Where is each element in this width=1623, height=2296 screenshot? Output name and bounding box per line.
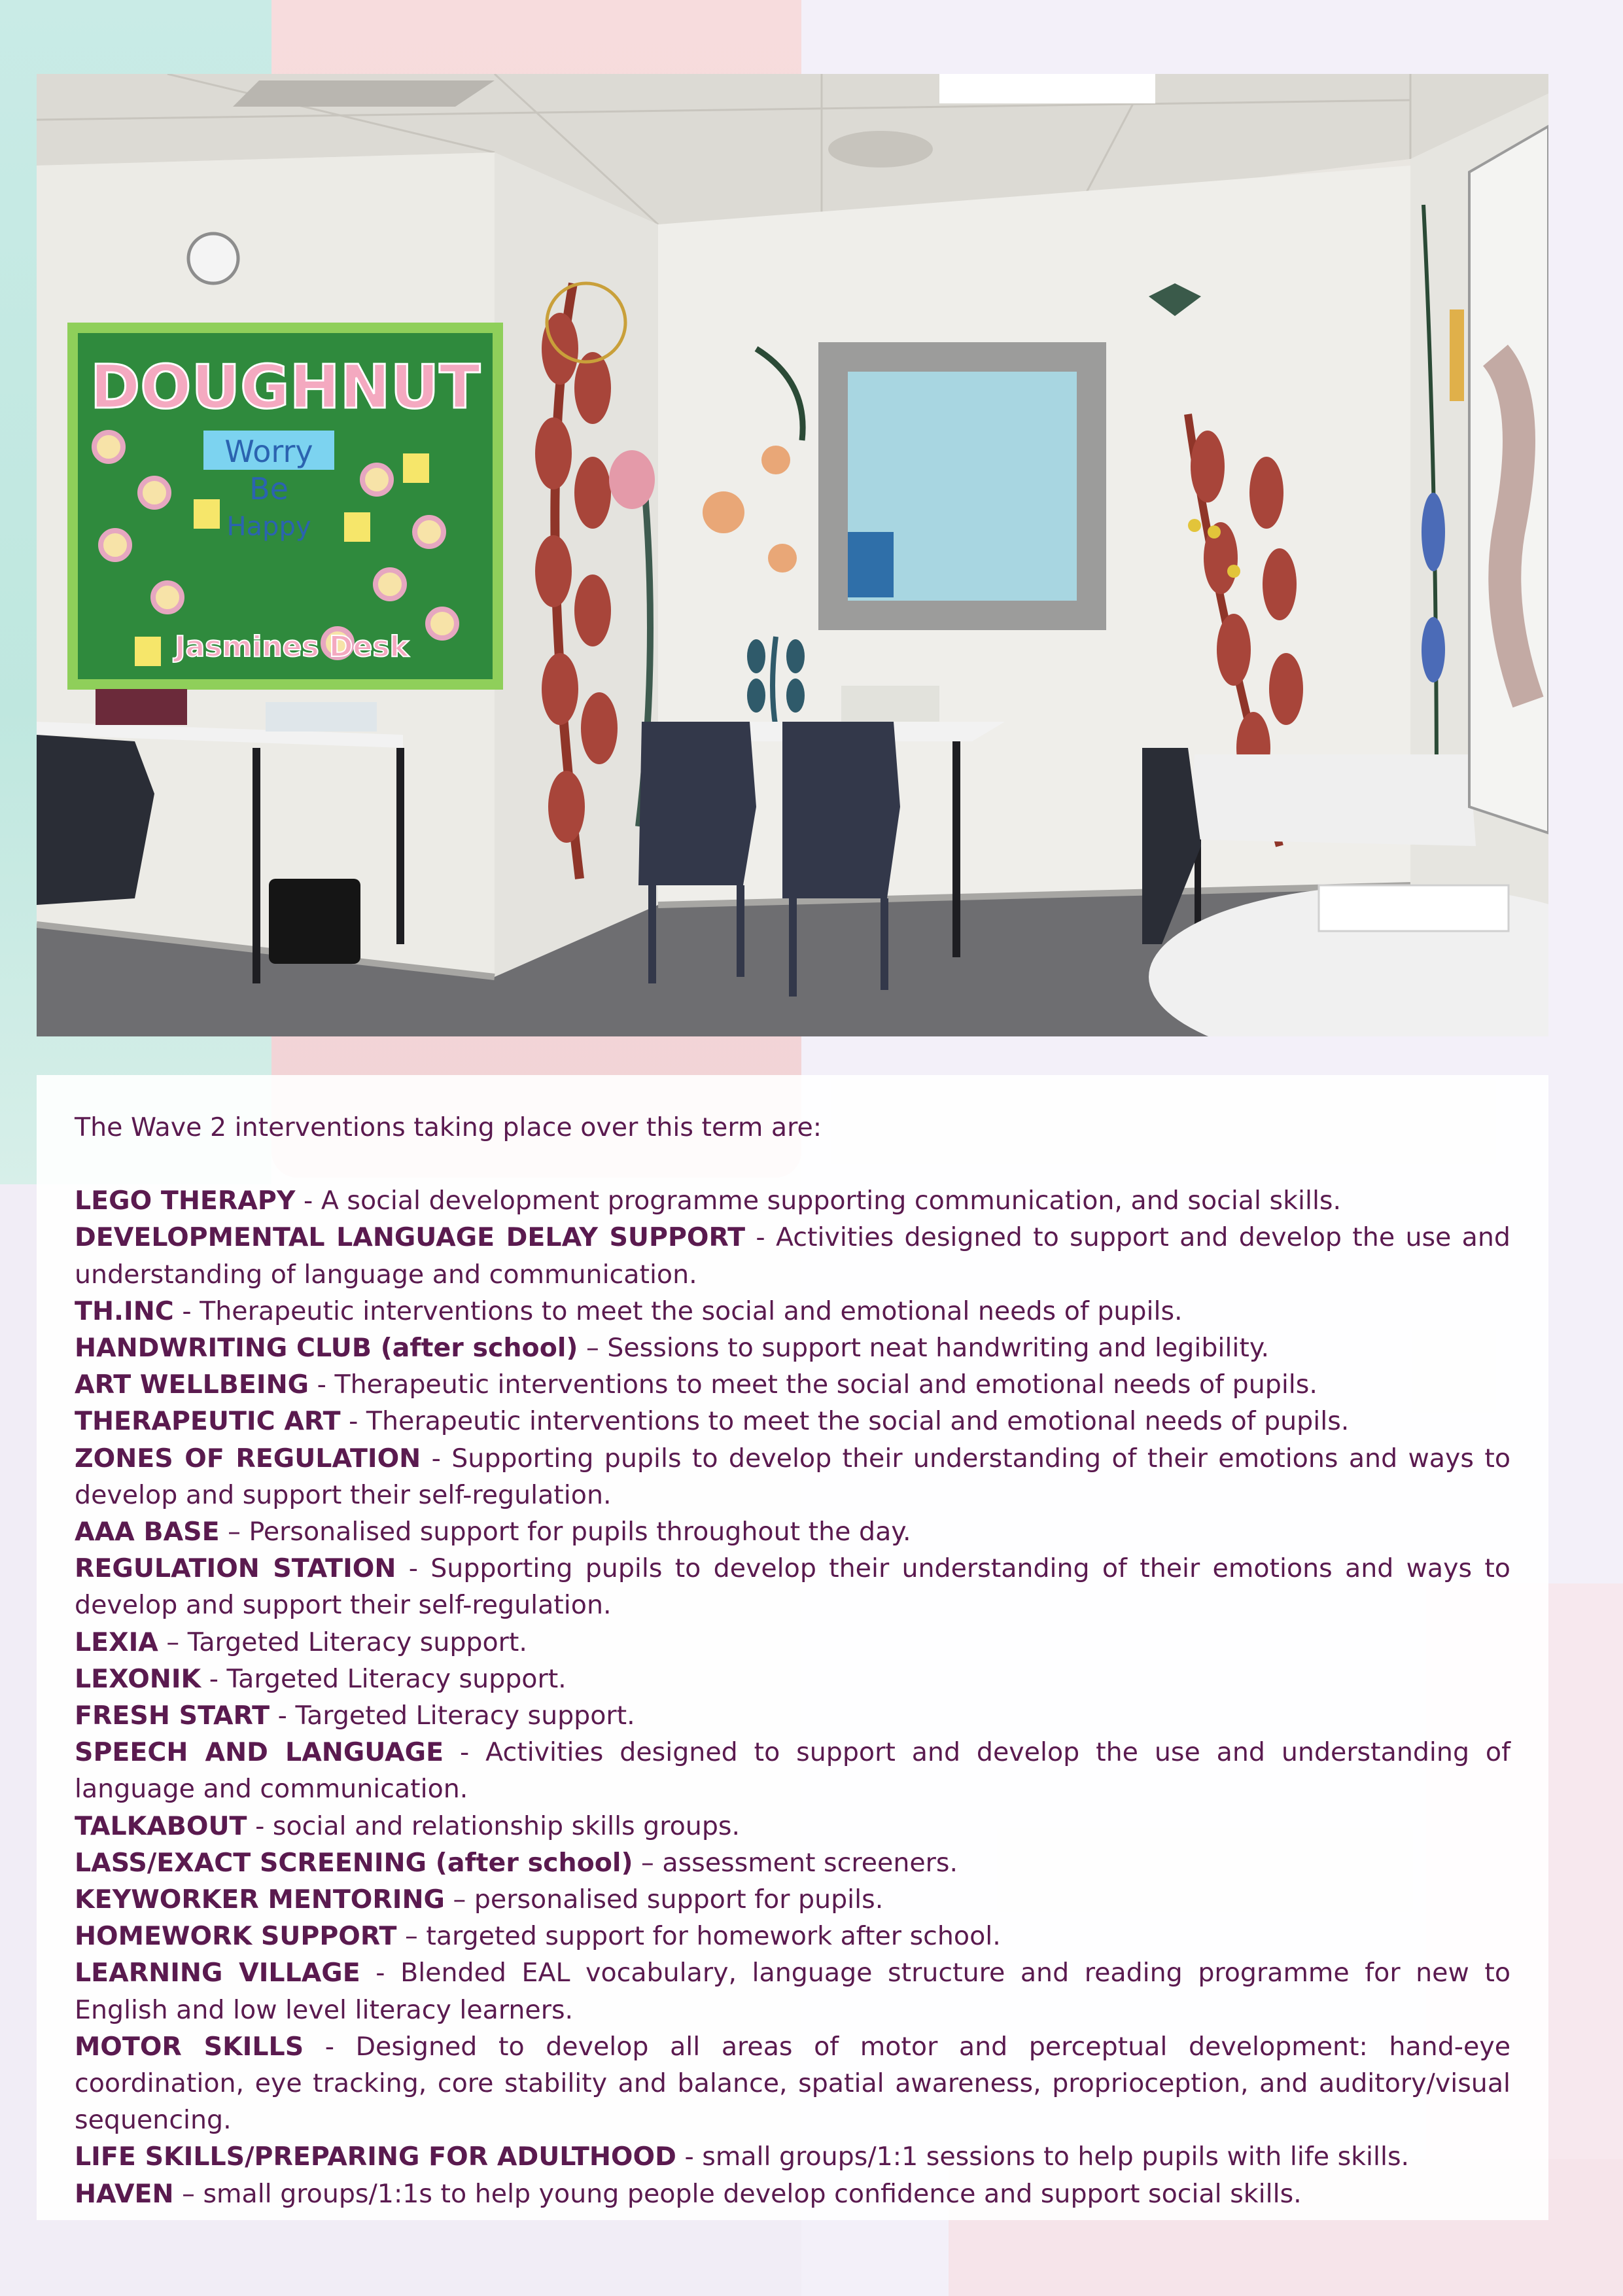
intervention-item [75, 1440, 1510, 1513]
intervention-separator: - [270, 1701, 296, 1731]
intervention-item [75, 1954, 1510, 2028]
intervention-item [75, 1403, 1510, 1439]
intervention-item [75, 1808, 1510, 1845]
intervention-name: FRESH START [75, 1701, 270, 1731]
intervention-description: Activities designed to support and develop the use and understanding of language and communication. [75, 1222, 1510, 1290]
intervention-name: KEYWORKER MENTORING [75, 1884, 445, 1915]
intro-text: The Wave 2 interventions taking place over this term are: [75, 1112, 822, 1142]
intervention-description: Targeted Literacy support. [226, 1663, 567, 1694]
intervention-description: Designed to develop all areas of motor and perceptual development: hand-eye coordination, eye tracking, core stability and balance, spatial awareness, proprioception, and auditory/visual sequencing. [75, 2031, 1510, 2136]
intervention-separator: - [295, 1186, 321, 1216]
intervention-item [75, 1661, 1510, 1697]
intervention-item [75, 1182, 1510, 1219]
intervention-description: small groups/1:1 sessions to help pupils with life skills. [702, 2142, 1410, 2172]
intervention-separator: – [444, 1884, 474, 1915]
intervention-separator: - [247, 1810, 273, 1841]
intervention-name: LASS/EXACT SCREENING (after school) [75, 1847, 633, 1878]
intervention-list [75, 1182, 1510, 2212]
intervention-item [75, 1219, 1510, 1292]
intervention-item [75, 1845, 1510, 1881]
intervention-description: Therapeutic interventions to meet the social and emotional needs of pupils. [334, 1369, 1318, 1400]
board-line-be: Be [249, 471, 288, 506]
intervention-separator: – [578, 1333, 608, 1364]
intervention-name: THERAPEUTIC ART [75, 1406, 341, 1437]
intervention-separator: - [304, 2031, 356, 2062]
intervention-name: ZONES OF REGULATION [75, 1443, 421, 1474]
intervention-description: A social development programme supporting communication, and social skills. [321, 1186, 1342, 1216]
intervention-description: Personalised support for pupils throughout the day. [249, 1517, 911, 1547]
intervention-description: Sessions to support neat handwriting and legibility. [607, 1333, 1270, 1364]
intervention-description: small groups/1:1s to help young people develop confidence and support social skills. [203, 2178, 1302, 2209]
intervention-name: MOTOR SKILLS [75, 2031, 304, 2062]
intervention-name: LEXIA [75, 1627, 158, 1657]
intervention-name: TH.INC [75, 1296, 174, 1326]
intervention-separator: - [421, 1443, 452, 1474]
intervention-name: REGULATION STATION [75, 1553, 396, 1584]
intervention-name: LEGO THERAPY [75, 1186, 296, 1216]
intervention-separator: – [219, 1517, 249, 1547]
intervention-description: personalised support for pupils. [474, 1884, 884, 1915]
board-line-happy: Happy [226, 512, 311, 542]
intervention-description: assessment screeners. [662, 1847, 958, 1878]
intervention-description: targeted support for homework after school. [426, 1921, 1001, 1952]
intervention-item [75, 2138, 1510, 2175]
intervention-name: LEARNING VILLAGE [75, 1958, 360, 1988]
intervention-item [75, 2176, 1510, 2212]
intervention-description: Activities designed to support and develop the use and understanding of language and communication. [75, 1737, 1510, 1805]
intervention-separator: - [340, 1406, 366, 1437]
intervention-separator: – [633, 1847, 663, 1878]
intervention-item [75, 1697, 1510, 1734]
intervention-separator: - [676, 2142, 703, 2172]
intervention-item [75, 1918, 1510, 1954]
intervention-separator: - [173, 1296, 200, 1326]
intervention-description: Targeted Literacy support. [187, 1627, 527, 1657]
intervention-description: Supporting pupils to develop their understanding of their emotions and ways to develop and support their self-regulation. [75, 1443, 1510, 1510]
intervention-name: ART WELLBEING [75, 1369, 309, 1400]
board-desk-label: Jasmines Desk [175, 630, 409, 663]
intervention-name: DEVELOPMENTAL LANGUAGE DELAY SUPPORT [75, 1222, 746, 1253]
intervention-item [75, 1550, 1510, 1623]
intervention-description: Supporting pupils to develop their understanding of their emotions and ways to develop and support their self-regulation. [75, 1553, 1510, 1621]
board-line-worry: Worry [224, 434, 313, 469]
intervention-name: AAA BASE [75, 1517, 220, 1547]
intervention-description: Targeted Literacy support. [295, 1701, 635, 1731]
intervention-item [75, 1881, 1510, 1918]
intervention-separator: - [360, 1958, 401, 1988]
intervention-separator: – [158, 1627, 188, 1657]
intervention-separator: – [396, 1921, 427, 1952]
intervention-item [75, 1624, 1510, 1661]
intervention-separator: - [201, 1663, 227, 1694]
intervention-description: Blended EAL vocabulary, language structure and reading programme for new to English and low level literacy learners. [75, 1958, 1510, 2025]
intervention-separator: - [444, 1737, 486, 1768]
intervention-item [75, 1330, 1510, 1366]
intervention-item [75, 1366, 1510, 1403]
intervention-separator: - [745, 1222, 776, 1253]
intervention-separator: - [309, 1369, 335, 1400]
intervention-description: social and relationship skills groups. [272, 1810, 741, 1841]
interventions-card [37, 1075, 1548, 2220]
intervention-item [75, 1513, 1510, 1550]
intervention-name: HAVEN [75, 2178, 174, 2209]
board-title: DOUGHNUT [90, 352, 481, 422]
intervention-name: HOMEWORK SUPPORT [75, 1921, 397, 1952]
intervention-name: LIFE SKILLS/PREPARING FOR ADULTHOOD [75, 2142, 676, 2172]
intervention-separator: - [396, 1553, 431, 1584]
intervention-description: Therapeutic interventions to meet the social and emotional needs of pupils. [366, 1406, 1350, 1437]
intervention-name: TALKABOUT [75, 1810, 247, 1841]
intervention-item [75, 1293, 1510, 1330]
intervention-item [75, 2028, 1510, 2139]
intervention-name: SPEECH AND LANGUAGE [75, 1737, 444, 1768]
classroom-photo [37, 74, 1548, 1036]
intervention-name: HANDWRITING CLUB (after school) [75, 1333, 578, 1364]
intervention-description: Therapeutic interventions to meet the social and emotional needs of pupils. [200, 1296, 1183, 1326]
intervention-name: LEXONIK [75, 1663, 201, 1694]
intervention-item [75, 1734, 1510, 1807]
intervention-separator: – [173, 2178, 203, 2209]
